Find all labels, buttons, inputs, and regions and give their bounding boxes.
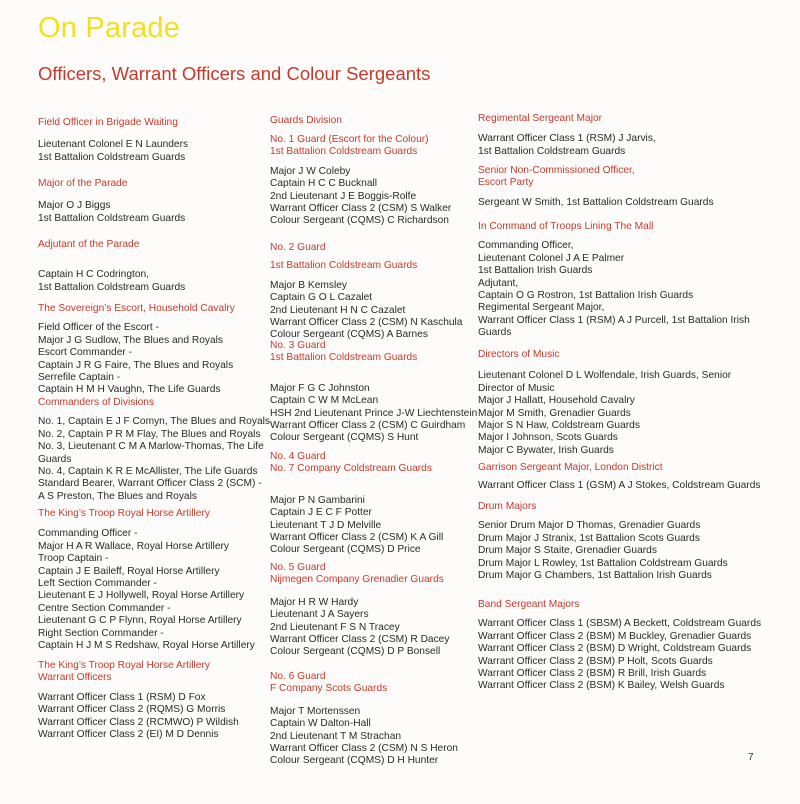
text-line: Major I Johnson, Scots Guards: [478, 432, 618, 444]
text-line: 1st Battalion Coldstream Guards: [38, 281, 186, 293]
text-line: Major H R W Hardy: [270, 596, 359, 608]
text-line: Captain J R G Faire, The Blues and Royals: [38, 359, 234, 371]
section-body: [38, 322, 260, 396]
section-no4-guard: [270, 451, 474, 557]
text-line: Major B Kemsley: [270, 279, 347, 291]
text-line: Warrant Officer Class 2 (BSM) P Holt, Scots Guards: [478, 655, 713, 667]
text-line: Commanding Officer -: [38, 528, 138, 540]
section-troops-lining-mall: [478, 221, 778, 340]
section-heading: [478, 462, 778, 474]
text-line: Senior Drum Major D Thomas, Grenadier Guards: [478, 520, 701, 532]
heading-line: Commanders of Divisions: [38, 397, 155, 408]
section-adjutant: [38, 239, 260, 294]
heading-line: In Command of Troops Lining The Mall: [478, 221, 654, 232]
text-line: Major C Bywater, Irish Guards: [478, 444, 614, 456]
text-line: Warrant Officer Class 2 (CSM) R Dacey: [270, 634, 450, 646]
section-body: [38, 692, 260, 742]
section-no1-guard: [270, 134, 474, 228]
section-body: [38, 416, 270, 503]
text-line: Warrant Officer Class 2 (CSM) S Walker: [270, 203, 452, 215]
heading-line: No. 4 Guard: [270, 451, 326, 462]
text-line: Captain H C C Bucknall: [270, 178, 378, 190]
text-line: Warrant Officer Class 2 (CSM) N S Heron: [270, 743, 458, 755]
section-field-officer: [38, 117, 260, 164]
text-line: 1st Battalion Coldstream Guards: [38, 212, 186, 224]
section-heading: [270, 671, 474, 696]
heading-line: Warrant Officers: [38, 672, 112, 684]
text-line: Lieutenant T J D Melville: [270, 519, 382, 531]
heading-line: No. 2 Guard: [270, 242, 326, 253]
text-line: Warrant Officer Class 2 (BSM) M Buckley, Grenadier Guards: [478, 630, 752, 642]
heading-line: No. 1 Guard (Escort for the Colour): [270, 134, 429, 145]
text-line: Regimental Sergeant Major,: [478, 302, 605, 314]
section-heading: [478, 113, 778, 125]
page-number: 7: [748, 752, 754, 763]
text-line: Drum Major G Chambers, 1st Battalion Irish Guards: [478, 570, 712, 582]
heading-line: No. 3 Guard: [270, 340, 326, 351]
text-line: Serrefile Captain -: [38, 372, 121, 384]
heading-line: Regimental Sergeant Major: [478, 113, 603, 124]
section-guards-division: [270, 115, 474, 127]
heading-line: No. 5 Guard: [270, 562, 326, 573]
text-line: Colour Sergeant (CQMS) C Richardson: [270, 215, 449, 227]
heading-line: The King’s Troop Royal Horse Artillery: [38, 660, 210, 671]
text-line: Lieutenant G C P Flynn, Royal Horse Artillery: [38, 615, 242, 627]
text-line: Colour Sergeant (CQMS) A Barnes: [270, 329, 428, 341]
text-line: Warrant Officer Class 1 (SBSM) A Beckett, Coldstream Guards: [478, 618, 762, 630]
page-subtitle: Officers, Warrant Officers and Colour Sergeants: [38, 63, 431, 84]
text-line: Warrant Officer Class 2 (BSM) K Bailey, Welsh Guards: [478, 680, 725, 692]
text-line: 1st Battalion Irish Guards: [478, 265, 593, 277]
text-line: Captain H J M S Redshaw, Royal Horse Artillery: [38, 640, 255, 652]
section-body: [38, 139, 260, 164]
heading-line: Escort Party: [478, 177, 534, 189]
section-kings-troop-warrant-officers: [38, 660, 260, 741]
text-line: Lieutenant Colonel J A E Palmer: [478, 252, 625, 264]
text-line: Captain C W M McLean: [270, 395, 379, 407]
text-line: Sergeant W Smith, 1st Battalion Coldstream Guards: [478, 196, 714, 208]
section-heading: [270, 242, 474, 273]
text-line: 1st Battalion Coldstream Guards: [38, 151, 186, 163]
section-band-sergeant-majors: [478, 599, 778, 693]
heading-line: Directors of Music: [478, 349, 560, 360]
text-line: Major J G Sudlow, The Blues and Royals: [38, 334, 223, 346]
text-line: Lieutenant Colonel E N Launders: [38, 139, 189, 151]
section-heading: [478, 599, 778, 611]
section-heading: [478, 221, 778, 233]
heading-line: Major of the Parade: [38, 178, 128, 189]
text-line: Centre Section Commander -: [38, 602, 171, 614]
text-line: Standard Bearer, Warrant Officer Class 2 (SCM) -: [38, 478, 262, 490]
heading-line: Drum Majors: [478, 501, 537, 512]
section-body: [478, 197, 778, 209]
section-major-of-parade: [38, 178, 260, 225]
section-body: [270, 495, 474, 557]
text-line: Major O J Biggs: [38, 200, 111, 212]
text-line: Guards: [478, 327, 512, 339]
page-title: On Parade: [38, 12, 181, 44]
text-line: Right Section Commander -: [38, 627, 164, 639]
text-line: Warrant Officer Class 1 (GSM) A J Stokes, Coldstream Guards: [478, 480, 761, 492]
text-line: Field Officer of the Escort -: [38, 322, 159, 334]
text-line: No. 3, Lieutenant C M A Marlow-Thomas, The Life: [38, 441, 264, 453]
text-line: Drum Major L Rowley, 1st Battalion Coldstream Guards: [478, 557, 728, 569]
text-line: Major H A R Wallace, Royal Horse Artillery: [38, 540, 229, 552]
section-kings-troop: [38, 508, 260, 652]
text-line: Left Section Commander -: [38, 578, 157, 590]
text-line: Captain W Dalton-Hall: [270, 718, 371, 730]
text-line: HSH 2nd Lieutenant Prince J-W Liechtenstein: [270, 407, 478, 419]
section-heading: [478, 165, 778, 190]
heading-line: Nijmegen Company Grenadier Guards: [270, 574, 444, 586]
section-commanders-of-divisions: [38, 397, 270, 503]
section-heading: [478, 501, 778, 513]
section-heading: [38, 178, 260, 190]
heading-line: The King’s Troop Royal Horse Artillery: [38, 508, 210, 519]
section-sovereigns-escort: [38, 303, 260, 397]
text-line: Drum Major J Stranix, 1st Battalion Scots Guards: [478, 532, 700, 544]
text-line: Major J Hallatt, Household Cavalry: [478, 395, 635, 407]
section-body: [478, 133, 778, 158]
text-line: Major M Smith, Grenadier Guards: [478, 407, 631, 419]
heading-line: 1st Battalion Coldstream Guards: [270, 260, 418, 272]
heading-line: 1st Battalion Coldstream Guards: [270, 146, 418, 158]
section-heading: [478, 349, 778, 361]
text-line: Colour Sergeant (CQMS) S Hunt: [270, 432, 419, 444]
text-line: Lieutenant J A Sayers: [270, 609, 369, 621]
section-body: [478, 520, 778, 582]
text-line: Warrant Officer Class 2 (BSM) D Wright, Coldstream Guards: [478, 643, 752, 655]
text-line: Captain J E C F Potter: [270, 507, 372, 519]
heading-line: F Company Scots Guards: [270, 683, 388, 695]
section-no3-guard: [270, 340, 478, 445]
text-line: Warrant Officer Class 2 (EI) M D Dennis: [38, 729, 219, 741]
heading-line: Adjutant of the Parade: [38, 239, 140, 250]
heading-line: No. 7 Company Coldstream Guards: [270, 463, 432, 475]
text-line: Warrant Officer Class 1 (RSM) D Fox: [38, 691, 206, 703]
section-body: [478, 480, 778, 492]
section-heading: [38, 303, 260, 315]
text-line: Major J W Coleby: [270, 165, 351, 177]
text-line: Colour Sergeant (CQMS) D P Bonsell: [270, 646, 441, 658]
heading-line: No. 6 Guard: [270, 671, 326, 682]
text-line: Warrant Officer Class 1 (RSM) J Jarvis,: [478, 133, 656, 145]
section-body: [38, 269, 260, 294]
heading-line: Garrison Sergeant Major, London District: [478, 462, 663, 473]
text-line: Captain G O L Cazalet: [270, 292, 373, 304]
text-line: Colour Sergeant (CQMS) D H Hunter: [270, 755, 439, 767]
section-body: [478, 618, 778, 692]
text-line: Major F G C Johnston: [270, 382, 370, 394]
section-heading: [270, 134, 474, 159]
text-line: Troop Captain -: [38, 553, 109, 565]
section-senior-nco: [478, 165, 778, 209]
section-directors-of-music: [478, 349, 778, 457]
section-heading: [38, 397, 260, 409]
text-line: Major S N Haw, Coldstream Guards: [478, 420, 640, 432]
section-body: [270, 382, 478, 445]
section-heading: [270, 340, 474, 365]
text-line: No. 4, Captain K R E McAllister, The Life Guards: [38, 466, 258, 478]
section-body: [270, 706, 474, 768]
section-body: [38, 200, 260, 225]
section-heading: [270, 115, 474, 127]
heading-line: Senior Non-Commissioned Officer,: [478, 165, 635, 176]
section-heading: [38, 117, 260, 129]
section-heading: [38, 239, 260, 251]
section-heading: [38, 660, 260, 685]
heading-line: Field Officer in Brigade Waiting: [38, 117, 178, 128]
text-line: 2nd Lieutenant H N C Cazalet: [270, 304, 406, 316]
heading-line: The Sovereign’s Escort, Household Cavalry: [38, 303, 235, 314]
section-body: [478, 370, 778, 457]
section-heading: [270, 562, 474, 587]
section-body: [270, 166, 474, 228]
text-line: Warrant Officer Class 2 (CSM) K A Gill: [270, 532, 444, 544]
text-line: No. 2, Captain P R M Flay, The Blues and Royals: [38, 428, 261, 440]
text-line: Captain H C Codrington,: [38, 269, 149, 281]
section-no5-guard: [270, 562, 474, 659]
section-body: [270, 597, 474, 659]
heading-line: 1st Battalion Coldstream Guards: [270, 352, 418, 364]
section-body: [38, 528, 260, 652]
text-line: 2nd Lieutenant J E Boggis-Rolfe: [270, 190, 417, 202]
text-line: Major T Mortenssen: [270, 705, 361, 717]
heading-line: Band Sergeant Majors: [478, 599, 580, 610]
section-heading: [270, 451, 474, 476]
text-line: Escort Commander -: [38, 347, 132, 359]
text-line: Major P N Gambarini: [270, 494, 365, 506]
text-line: 1st Battalion Coldstream Guards: [478, 145, 626, 157]
text-line: Warrant Officer Class 2 (CSM) C Guirdham: [270, 420, 466, 432]
section-no6-guard: [270, 671, 474, 768]
section-heading: [38, 508, 260, 520]
text-line: Warrant Officer Class 2 (BSM) R Brill, Irish Guards: [478, 668, 707, 680]
heading-line: Guards Division: [270, 115, 342, 126]
text-line: Commanding Officer,: [478, 240, 574, 252]
text-line: Adjutant,: [478, 277, 519, 289]
text-line: No. 1, Captain E J F Comyn, The Blues and Royals: [38, 416, 270, 428]
text-line: Captain J E Baileff, Royal Horse Artillery: [38, 565, 220, 577]
text-line: Lieutenant Colonel D L Wolfendale, Irish Guards, Senior: [478, 370, 732, 382]
text-line: Captain O G Rostron, 1st Battalion Irish Guards: [478, 290, 694, 302]
text-line: Drum Major S Staite, Grenadier Guards: [478, 545, 657, 557]
text-line: Lieutenant E J Hollywell, Royal Horse Artillery: [38, 590, 245, 602]
text-line: Warrant Officer Class 2 (RCMWO) P Wildish: [38, 716, 239, 728]
text-line: Warrant Officer Class 2 (RQMS) G Morris: [38, 704, 226, 716]
section-body: [478, 240, 778, 339]
text-line: Warrant Officer Class 2 (CSM) N Kaschula: [270, 317, 463, 329]
section-garrison-sergeant-major: [478, 462, 778, 493]
text-line: Director of Music: [478, 382, 555, 394]
section-drum-majors: [478, 501, 778, 582]
text-line: Warrant Officer Class 1 (RSM) A J Purcell, 1st Battalion Irish: [478, 314, 750, 326]
section-rsm: [478, 113, 778, 158]
text-line: Colour Sergeant (CQMS) D Price: [270, 544, 421, 556]
text-line: A S Preston, The Blues and Royals: [38, 490, 197, 502]
text-line: 2nd Lieutenant F S N Tracey: [270, 621, 400, 633]
text-line: Captain H M H Vaughn, The Life Guards: [38, 384, 221, 396]
section-body: [270, 280, 474, 342]
text-line: 2nd Lieutenant T M Strachan: [270, 730, 402, 742]
section-no2-guard: [270, 242, 474, 342]
text-line: Guards: [38, 453, 72, 465]
